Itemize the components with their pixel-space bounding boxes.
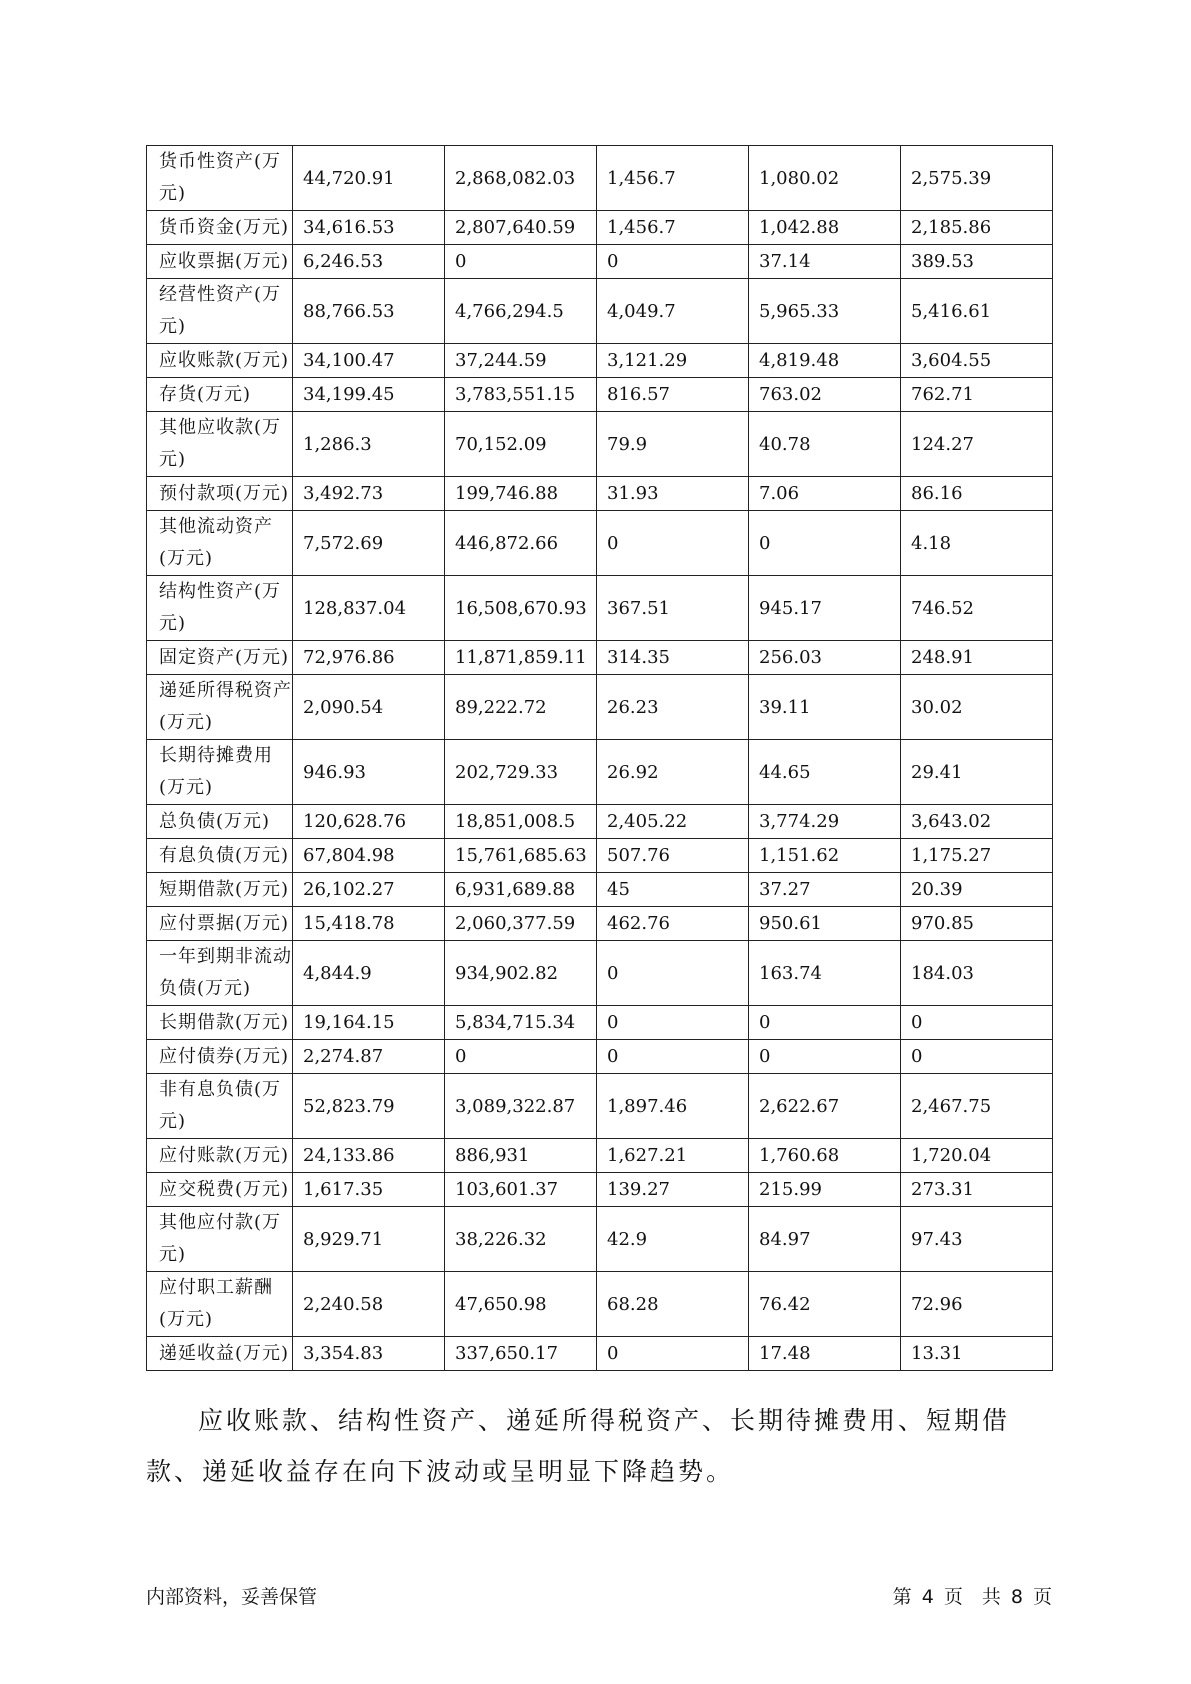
table-cell: 746.52 (901, 576, 1053, 641)
table-cell: 367.51 (597, 576, 749, 641)
table-cell: 79.9 (597, 412, 749, 477)
table-cell: 26.92 (597, 740, 749, 805)
table-cell: 1,760.68 (749, 1139, 901, 1173)
table-row (147, 477, 1053, 511)
table-row (147, 412, 1053, 477)
table-cell: 4,819.48 (749, 344, 901, 378)
table-cell: 0 (597, 941, 749, 1006)
table-cell: 970.85 (901, 907, 1053, 941)
table-cell: 389.53 (901, 245, 1053, 279)
row-label: 应付票据(万元) (147, 907, 293, 941)
table-cell: 886,931 (445, 1139, 597, 1173)
table-cell: 8,929.71 (293, 1207, 445, 1272)
table-row (147, 511, 1053, 576)
table-cell: 15,761,685.63 (445, 839, 597, 873)
table-cell: 462.76 (597, 907, 749, 941)
table-cell: 1,080.02 (749, 146, 901, 211)
table-cell: 0 (901, 1040, 1053, 1074)
table-cell: 128,837.04 (293, 576, 445, 641)
table-cell: 763.02 (749, 378, 901, 412)
table-cell: 184.03 (901, 941, 1053, 1006)
table-row (147, 1006, 1053, 1040)
table-cell: 3,783,551.15 (445, 378, 597, 412)
table-cell: 86.16 (901, 477, 1053, 511)
table-cell: 42.9 (597, 1207, 749, 1272)
financial-table (146, 145, 1053, 1371)
table-row (147, 873, 1053, 907)
summary-paragraph: 应收账款、结构性资产、递延所得税资产、长期待摊费用、短期借款、递延收益存在向下波动或呈明显下降趋势。 (146, 1406, 1011, 1486)
table-cell: 24,133.86 (293, 1139, 445, 1173)
table-cell: 3,121.29 (597, 344, 749, 378)
table-cell: 3,604.55 (901, 344, 1053, 378)
table-cell: 15,418.78 (293, 907, 445, 941)
table-cell: 3,492.73 (293, 477, 445, 511)
table-cell: 20.39 (901, 873, 1053, 907)
row-label: 货币资金(万元) (147, 211, 293, 245)
table-cell: 18,851,008.5 (445, 805, 597, 839)
table-row (147, 641, 1053, 675)
table-cell: 16,508,670.93 (445, 576, 597, 641)
table-cell: 248.91 (901, 641, 1053, 675)
table-row (147, 576, 1053, 641)
table-cell: 2,274.87 (293, 1040, 445, 1074)
table-cell: 202,729.33 (445, 740, 597, 805)
table-cell: 1,617.35 (293, 1173, 445, 1207)
table-cell: 2,240.58 (293, 1272, 445, 1337)
row-label: 经营性资产(万元) (147, 279, 293, 344)
table-row (147, 907, 1053, 941)
table-cell: 3,774.29 (749, 805, 901, 839)
table-row (147, 1139, 1053, 1173)
table-cell: 47,650.98 (445, 1272, 597, 1337)
table-row (147, 1074, 1053, 1139)
row-label: 预付款项(万元) (147, 477, 293, 511)
table-cell: 7.06 (749, 477, 901, 511)
row-label: 应付账款(万元) (147, 1139, 293, 1173)
row-label: 固定资产(万元) (147, 641, 293, 675)
table-cell: 38,226.32 (445, 1207, 597, 1272)
table-cell: 139.27 (597, 1173, 749, 1207)
table-cell: 2,467.75 (901, 1074, 1053, 1139)
table-row (147, 1272, 1053, 1337)
table-cell: 1,627.21 (597, 1139, 749, 1173)
row-label: 递延收益(万元) (147, 1337, 293, 1371)
table-row (147, 1337, 1053, 1371)
table-cell: 2,575.39 (901, 146, 1053, 211)
table-cell: 816.57 (597, 378, 749, 412)
table-cell: 11,871,859.11 (445, 641, 597, 675)
table-cell: 44.65 (749, 740, 901, 805)
table-cell: 84.97 (749, 1207, 901, 1272)
table-cell: 124.27 (901, 412, 1053, 477)
table-row (147, 675, 1053, 740)
table-cell: 256.03 (749, 641, 901, 675)
table-row (147, 839, 1053, 873)
table-cell: 1,456.7 (597, 211, 749, 245)
table-cell: 337,650.17 (445, 1337, 597, 1371)
table-row (147, 1207, 1053, 1272)
table-cell: 0 (749, 1006, 901, 1040)
row-label: 其他应付款(万元) (147, 1207, 293, 1272)
row-label: 应付债券(万元) (147, 1040, 293, 1074)
table-cell: 2,185.86 (901, 211, 1053, 245)
table-cell: 19,164.15 (293, 1006, 445, 1040)
table-row (147, 344, 1053, 378)
row-label: 其他流动资产(万元) (147, 511, 293, 576)
table-row (147, 1040, 1053, 1074)
table-cell: 37,244.59 (445, 344, 597, 378)
row-label: 结构性资产(万元) (147, 576, 293, 641)
row-label: 长期待摊费用(万元) (147, 740, 293, 805)
table-cell: 37.27 (749, 873, 901, 907)
table-cell: 199,746.88 (445, 477, 597, 511)
table-cell: 88,766.53 (293, 279, 445, 344)
table-cell: 5,965.33 (749, 279, 901, 344)
row-label: 应付职工薪酬(万元) (147, 1272, 293, 1337)
table-cell: 0 (597, 511, 749, 576)
table-cell: 52,823.79 (293, 1074, 445, 1139)
table-cell: 1,897.46 (597, 1074, 749, 1139)
table-cell: 34,616.53 (293, 211, 445, 245)
table-row (147, 378, 1053, 412)
table-row (147, 245, 1053, 279)
table-cell: 273.31 (901, 1173, 1053, 1207)
table-cell: 37.14 (749, 245, 901, 279)
table-cell: 31.93 (597, 477, 749, 511)
table-cell: 1,720.04 (901, 1139, 1053, 1173)
table-cell: 2,807,640.59 (445, 211, 597, 245)
row-label: 应交税费(万元) (147, 1173, 293, 1207)
table-cell: 946.93 (293, 740, 445, 805)
table-cell: 0 (901, 1006, 1053, 1040)
table-cell: 13.31 (901, 1337, 1053, 1371)
table-cell: 215.99 (749, 1173, 901, 1207)
row-label: 短期借款(万元) (147, 873, 293, 907)
table-cell: 5,834,715.34 (445, 1006, 597, 1040)
table-cell: 40.78 (749, 412, 901, 477)
table-cell: 446,872.66 (445, 511, 597, 576)
table-cell: 0 (749, 1040, 901, 1074)
table-cell: 945.17 (749, 576, 901, 641)
table-cell: 1,456.7 (597, 146, 749, 211)
row-label: 非有息负债(万元) (147, 1074, 293, 1139)
table-cell: 17.48 (749, 1337, 901, 1371)
table-cell: 44,720.91 (293, 146, 445, 211)
table-cell: 0 (597, 245, 749, 279)
table-cell: 34,199.45 (293, 378, 445, 412)
table-cell: 120,628.76 (293, 805, 445, 839)
table-cell: 1,286.3 (293, 412, 445, 477)
table-cell: 97.43 (901, 1207, 1053, 1272)
table-cell: 314.35 (597, 641, 749, 675)
table-cell: 70,152.09 (445, 412, 597, 477)
table-cell: 7,572.69 (293, 511, 445, 576)
row-label: 存货(万元) (147, 378, 293, 412)
table-cell: 3,643.02 (901, 805, 1053, 839)
table-cell: 2,090.54 (293, 675, 445, 740)
table-cell: 45 (597, 873, 749, 907)
table-cell: 39.11 (749, 675, 901, 740)
table-cell: 2,405.22 (597, 805, 749, 839)
table-row (147, 941, 1053, 1006)
table-cell: 103,601.37 (445, 1173, 597, 1207)
footer-confidential-note: 内部资料，妥善保管 (146, 1586, 318, 1608)
table-cell: 89,222.72 (445, 675, 597, 740)
table-cell: 762.71 (901, 378, 1053, 412)
table-cell: 72,976.86 (293, 641, 445, 675)
table-cell: 3,354.83 (293, 1337, 445, 1371)
table-cell: 2,622.67 (749, 1074, 901, 1139)
row-label: 有息负债(万元) (147, 839, 293, 873)
table-cell: 2,868,082.03 (445, 146, 597, 211)
table-cell: 2,060,377.59 (445, 907, 597, 941)
table-cell: 1,151.62 (749, 839, 901, 873)
row-label: 一年到期非流动负债(万元) (147, 941, 293, 1006)
table-cell: 26,102.27 (293, 873, 445, 907)
table-row (147, 146, 1053, 211)
table-cell: 30.02 (901, 675, 1053, 740)
table-cell: 6,246.53 (293, 245, 445, 279)
table-cell: 72.96 (901, 1272, 1053, 1337)
table-cell: 0 (597, 1006, 749, 1040)
table-row (147, 211, 1053, 245)
table-row (147, 1173, 1053, 1207)
table-cell: 507.76 (597, 839, 749, 873)
table-cell: 163.74 (749, 941, 901, 1006)
table-cell: 4,049.7 (597, 279, 749, 344)
row-label: 递延所得税资产(万元) (147, 675, 293, 740)
table-cell: 0 (597, 1337, 749, 1371)
table-cell: 68.28 (597, 1272, 749, 1337)
table-cell: 0 (445, 1040, 597, 1074)
table-cell: 1,175.27 (901, 839, 1053, 873)
table-cell: 4,766,294.5 (445, 279, 597, 344)
table-row (147, 805, 1053, 839)
table-cell: 29.41 (901, 740, 1053, 805)
row-label: 货币性资产(万元) (147, 146, 293, 211)
table-cell: 0 (597, 1040, 749, 1074)
table-cell: 34,100.47 (293, 344, 445, 378)
table-cell: 1,042.88 (749, 211, 901, 245)
table-cell: 4.18 (901, 511, 1053, 576)
row-label: 总负债(万元) (147, 805, 293, 839)
table-cell: 67,804.98 (293, 839, 445, 873)
table-cell: 6,931,689.88 (445, 873, 597, 907)
table-cell: 4,844.9 (293, 941, 445, 1006)
table-cell: 0 (749, 511, 901, 576)
table-cell: 76.42 (749, 1272, 901, 1337)
table-cell: 950.61 (749, 907, 901, 941)
row-label: 应收票据(万元) (147, 245, 293, 279)
row-label: 其他应收款(万元) (147, 412, 293, 477)
table-cell: 934,902.82 (445, 941, 597, 1006)
table-cell: 26.23 (597, 675, 749, 740)
table-cell: 0 (445, 245, 597, 279)
table-cell: 3,089,322.87 (445, 1074, 597, 1139)
footer-page-number: 第 4 页 共 8 页 (892, 1586, 1052, 1608)
row-label: 长期借款(万元) (147, 1006, 293, 1040)
table-row (147, 740, 1053, 805)
table-row (147, 279, 1053, 344)
table-cell: 5,416.61 (901, 279, 1053, 344)
row-label: 应收账款(万元) (147, 344, 293, 378)
